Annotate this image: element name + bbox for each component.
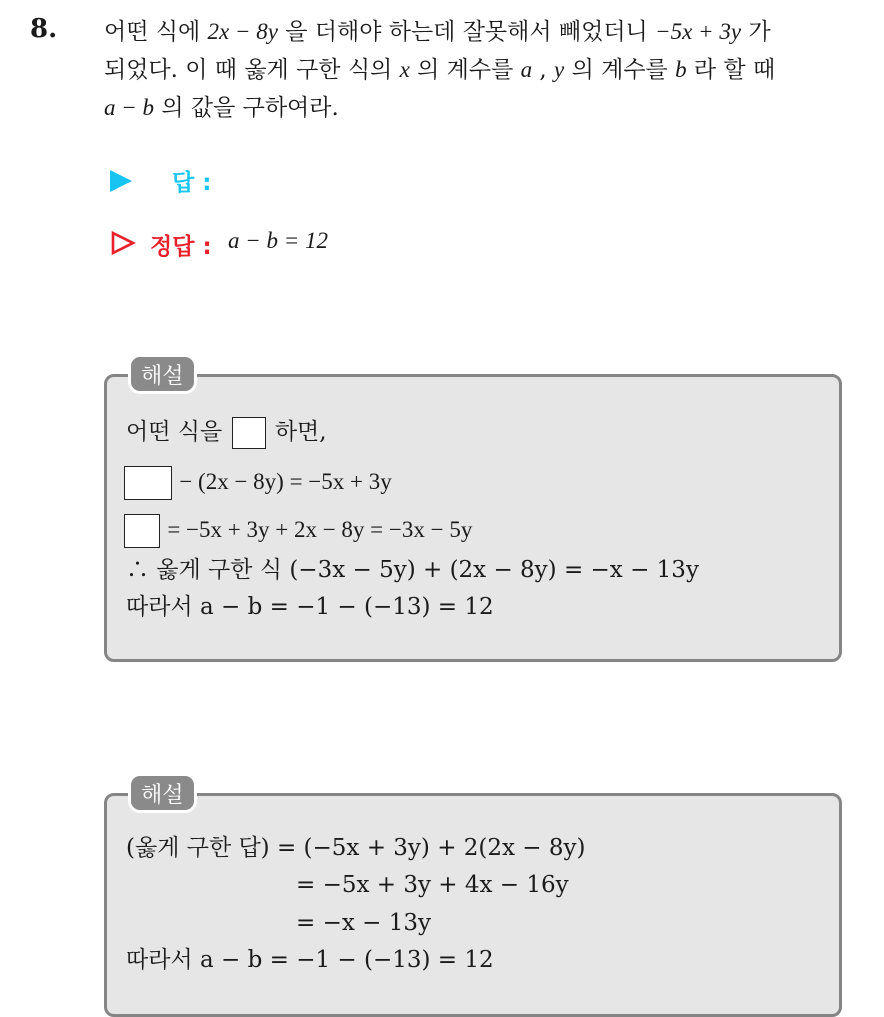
question-text: 가 (741, 19, 771, 45)
question-line-3 (104, 90, 339, 126)
blank-box-icon (124, 466, 172, 500)
equation: = −5x + 3y + 2x − 8y = −3x − 5y (167, 517, 473, 542)
blank-box-icon (124, 514, 160, 548)
explanation-1-line-4: ∴ 옳게 구한 식 (−3x − 5y) + (2x − 8y) = −x − 13y (126, 557, 699, 583)
question-line-2 (104, 52, 775, 88)
explanation-box-2 (104, 793, 842, 1017)
explanation-tab-1: 해설 (128, 354, 197, 394)
expression: a − b (104, 95, 155, 120)
question-number: 8. (30, 14, 58, 44)
question-text: 어떤 식에 (104, 19, 208, 45)
blank-box-icon (232, 417, 266, 449)
solution-label: 정답 : (150, 234, 212, 260)
variable: x (399, 57, 410, 82)
explanation-tab-2: 해설 (128, 773, 197, 813)
question-text: 라 할 때 (686, 57, 776, 83)
explanation-1-line-5: 따라서 a − b = −1 − (−13) = 12 (126, 594, 494, 620)
question-line-1 (104, 14, 771, 50)
explanation-2-line-2: = −5x + 3y + 4x − 16y (296, 872, 569, 898)
equation: − (2x − 8y) = −5x + 3y (179, 469, 392, 494)
question-text: 되었다. 이 때 옳게 구한 식의 (104, 57, 400, 83)
explanation-text: 하면, (274, 419, 327, 445)
explanation-1-line-2 (124, 464, 392, 500)
question-text: 의 값을 구하여라. (154, 95, 339, 121)
answer-label: 답 : (172, 170, 212, 196)
question-text: 의 계수를 (564, 57, 676, 83)
explanation-2-line-3: = −x − 13y (296, 910, 431, 936)
expression: −5x + 3y (655, 19, 742, 44)
variable: b (675, 57, 687, 82)
question-text: 의 계수를 (409, 57, 521, 83)
variable: y (554, 57, 565, 82)
variable: a (520, 57, 533, 82)
solution-triangle-icon (110, 230, 136, 256)
question-text: 을 더해야 하는데 잘못해서 빼었더니 (277, 19, 656, 45)
expression: 2x − 8y (207, 19, 278, 44)
explanation-1-line-3 (124, 512, 472, 548)
explanation-1-line-1 (126, 414, 327, 450)
explanation-2-line-1: (옳게 구한 답) = (−5x + 3y) + 2(2x − 8y) (126, 835, 586, 861)
answer-triangle-icon (110, 170, 132, 192)
solution-value: a − b = 12 (228, 228, 329, 253)
question-text: , (532, 57, 555, 83)
explanation-2-line-4: 따라서 a − b = −1 − (−13) = 12 (126, 947, 494, 973)
explanation-text: 어떤 식을 (126, 419, 223, 445)
